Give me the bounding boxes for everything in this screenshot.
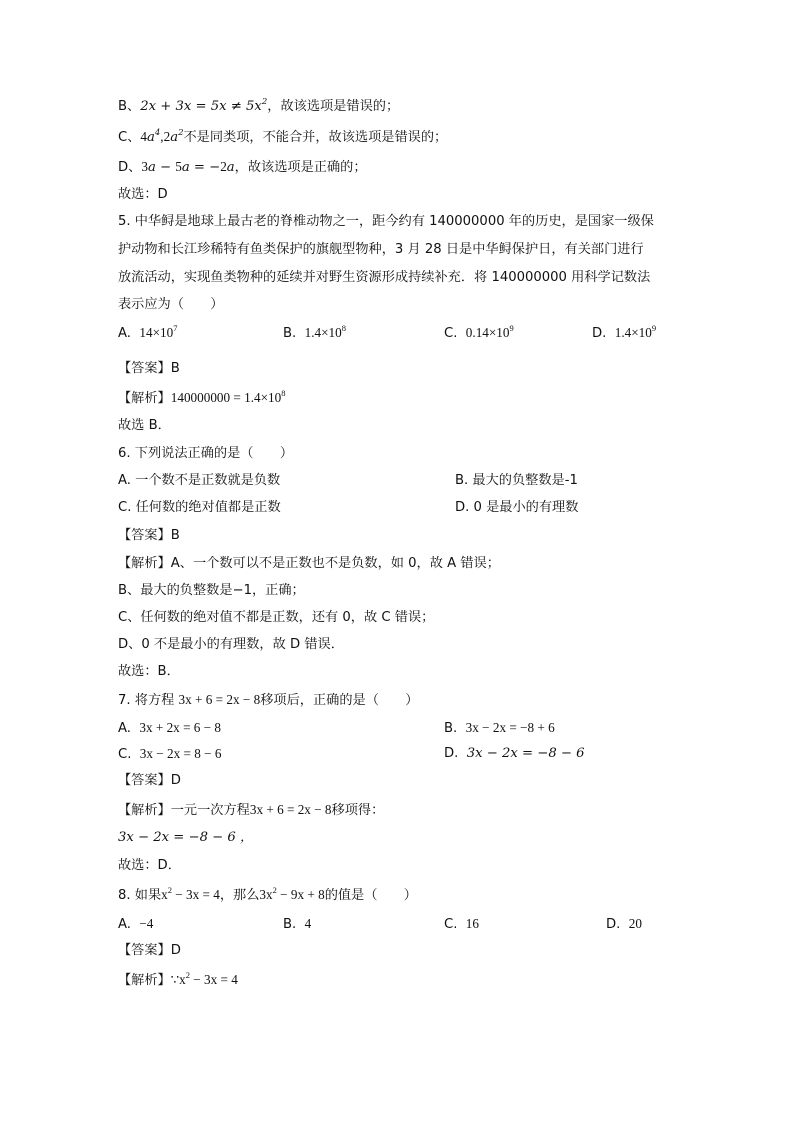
option-label: C. [444, 917, 458, 932]
option-math: $1.4\times 10^8$ [304, 323, 346, 340]
q5-answer: 【答案】B [118, 361, 180, 376]
option-math: 3x + 2x = 6 − 8 [139, 720, 222, 735]
option-label: A. [118, 326, 131, 341]
q7-option-a [118, 719, 221, 738]
option-math: $14\times 10^7$ [139, 323, 178, 340]
analysis-math: $x^2 - 3x = 4$ [179, 970, 238, 987]
q7-option-d [444, 745, 585, 763]
analysis-math: $140000000 = 1.4\times 10^8$ [170, 388, 286, 405]
option-label: A. [118, 917, 131, 932]
stem-text: 7. 将方程 [118, 693, 175, 708]
q5-choice: 故选 B． [118, 418, 171, 433]
q5-stem-line3: 放流活动，实现鱼类物种的延续并对野生资源形成持续补充．将 140000000 用科学记数法 [118, 270, 651, 285]
q7-stem [118, 691, 418, 710]
q8-option-c [444, 915, 479, 934]
analysis-text: 【解析】一元一次方程 [118, 803, 250, 818]
q7-analysis-result [118, 829, 253, 847]
option-label: B. [444, 721, 458, 736]
q8-analysis [118, 971, 238, 990]
stem-text: ，那么 [219, 888, 260, 903]
q8-answer: 【答案】D [118, 943, 181, 958]
stem-text: 8. 如果 [118, 888, 162, 903]
q7-analysis [118, 801, 384, 820]
result-math: 3x − 2x = −8 − 6 ， [118, 830, 254, 845]
stem-text: 移项后，正确的是（ ） [260, 693, 419, 708]
math-c: $4a^4,2a^2$ [140, 128, 184, 145]
q5-option-a [118, 324, 177, 343]
q8-option-a [118, 915, 153, 934]
q7-option-c [118, 745, 221, 764]
stem-text: 的值是（ ） [324, 888, 417, 903]
q7-option-b [444, 719, 555, 738]
q6-analysis-1: 【解析】A、一个数可以不是正数也不是负数，如 0，故 A 错误； [118, 556, 500, 571]
q6-analysis-2: B、最大的负整数是−1，正确； [118, 583, 305, 598]
label: D、 [118, 160, 142, 175]
q7-choice: 故选：D． [118, 858, 181, 873]
text: ，故该选项是错误的； [267, 99, 400, 114]
q4-option-b-analysis [118, 98, 399, 116]
q5-stem-line2: 护动物和长江珍稀特有鱼类保护的旗舰型物种，3 月 28 日是中华鲟保护日，有关部门进行 [118, 242, 644, 257]
q5-option-b [283, 324, 346, 343]
option-value: 4 [304, 916, 312, 931]
q8-option-d [606, 915, 642, 934]
q6-option-b: B. 最大的负整数是-1 [455, 473, 578, 488]
option-label: B. [283, 326, 297, 341]
q5-analysis [118, 389, 285, 408]
text: ，故该选项是正确的； [234, 160, 367, 175]
option-label: C. [444, 326, 458, 341]
analysis-text: 【解析】∵ [118, 973, 180, 988]
q8-option-b [283, 915, 311, 934]
q5-stem-line1: 5. 中华鲟是地球上最古老的脊椎动物之一，距今约有 140000000 年的历史，是国家一级保 [118, 214, 654, 229]
q8-stem [118, 886, 417, 905]
option-label: D. [606, 917, 621, 932]
option-math: $1.4\times 10^9$ [614, 323, 657, 340]
option-value: 20 [628, 916, 642, 931]
option-math: 3x − 2x = −8 − 6 [466, 746, 585, 761]
option-label: D. [444, 746, 459, 761]
label: B、 [118, 99, 141, 114]
option-value: 16 [465, 916, 479, 931]
option-label: B. [283, 917, 297, 932]
option-label: D. [592, 326, 607, 341]
q6-answer: 【答案】B [118, 528, 180, 543]
text: 不是同类项，不能合并，故该选项是错误的； [183, 130, 448, 145]
q6-stem: 6. 下列说法正确的是（ ） [118, 446, 294, 461]
q6-choice: 故选：B． [118, 664, 180, 679]
analysis-label: 【解析】 [118, 391, 171, 406]
equation: 3x + 6 = 2x − 8 [249, 802, 332, 817]
option-value: −4 [139, 916, 154, 931]
q4-choice: 故选：D [118, 187, 168, 202]
q4-option-c-analysis [118, 128, 447, 147]
q6-option-d: D. 0 是最小的有理数 [455, 500, 579, 515]
q6-option-a: A. 一个数不是正数就是负数 [118, 473, 281, 488]
q4-option-d-analysis [118, 158, 367, 177]
expression-math: $3x^2 - 9x + 8$ [259, 885, 325, 902]
q5-stem-line4: 表示应为（ ） [118, 297, 224, 312]
label: C、 [118, 130, 141, 145]
q6-option-c: C. 任何数的绝对值都是正数 [118, 500, 281, 515]
q6-analysis-3: C、任何数的绝对值不都是正数，还有 0，故 C 错误； [118, 610, 435, 625]
math-b: $2x + 3x = 5x \ne 5x^2$ [140, 97, 268, 114]
equation: 3x + 6 = 2x − 8 [178, 692, 261, 707]
option-math: 3x − 2x = 8 − 6 [139, 746, 222, 761]
option-math: $0.14\times 10^9$ [465, 323, 514, 340]
option-math: 3x − 2x = −8 + 6 [465, 720, 555, 735]
option-label: C. [118, 747, 132, 762]
q6-analysis-4: D、0 不是最小的有理数，故 D 错误． [118, 637, 344, 652]
math-d: 3a − 5a = −2a [141, 159, 235, 175]
analysis-text: 移项得： [331, 803, 385, 818]
q5-option-c [444, 324, 514, 343]
option-label: A. [118, 721, 131, 736]
condition-math: $x^2 - 3x = 4$ [161, 885, 220, 902]
q7-answer: 【答案】D [118, 773, 181, 788]
q5-option-d [592, 324, 656, 343]
